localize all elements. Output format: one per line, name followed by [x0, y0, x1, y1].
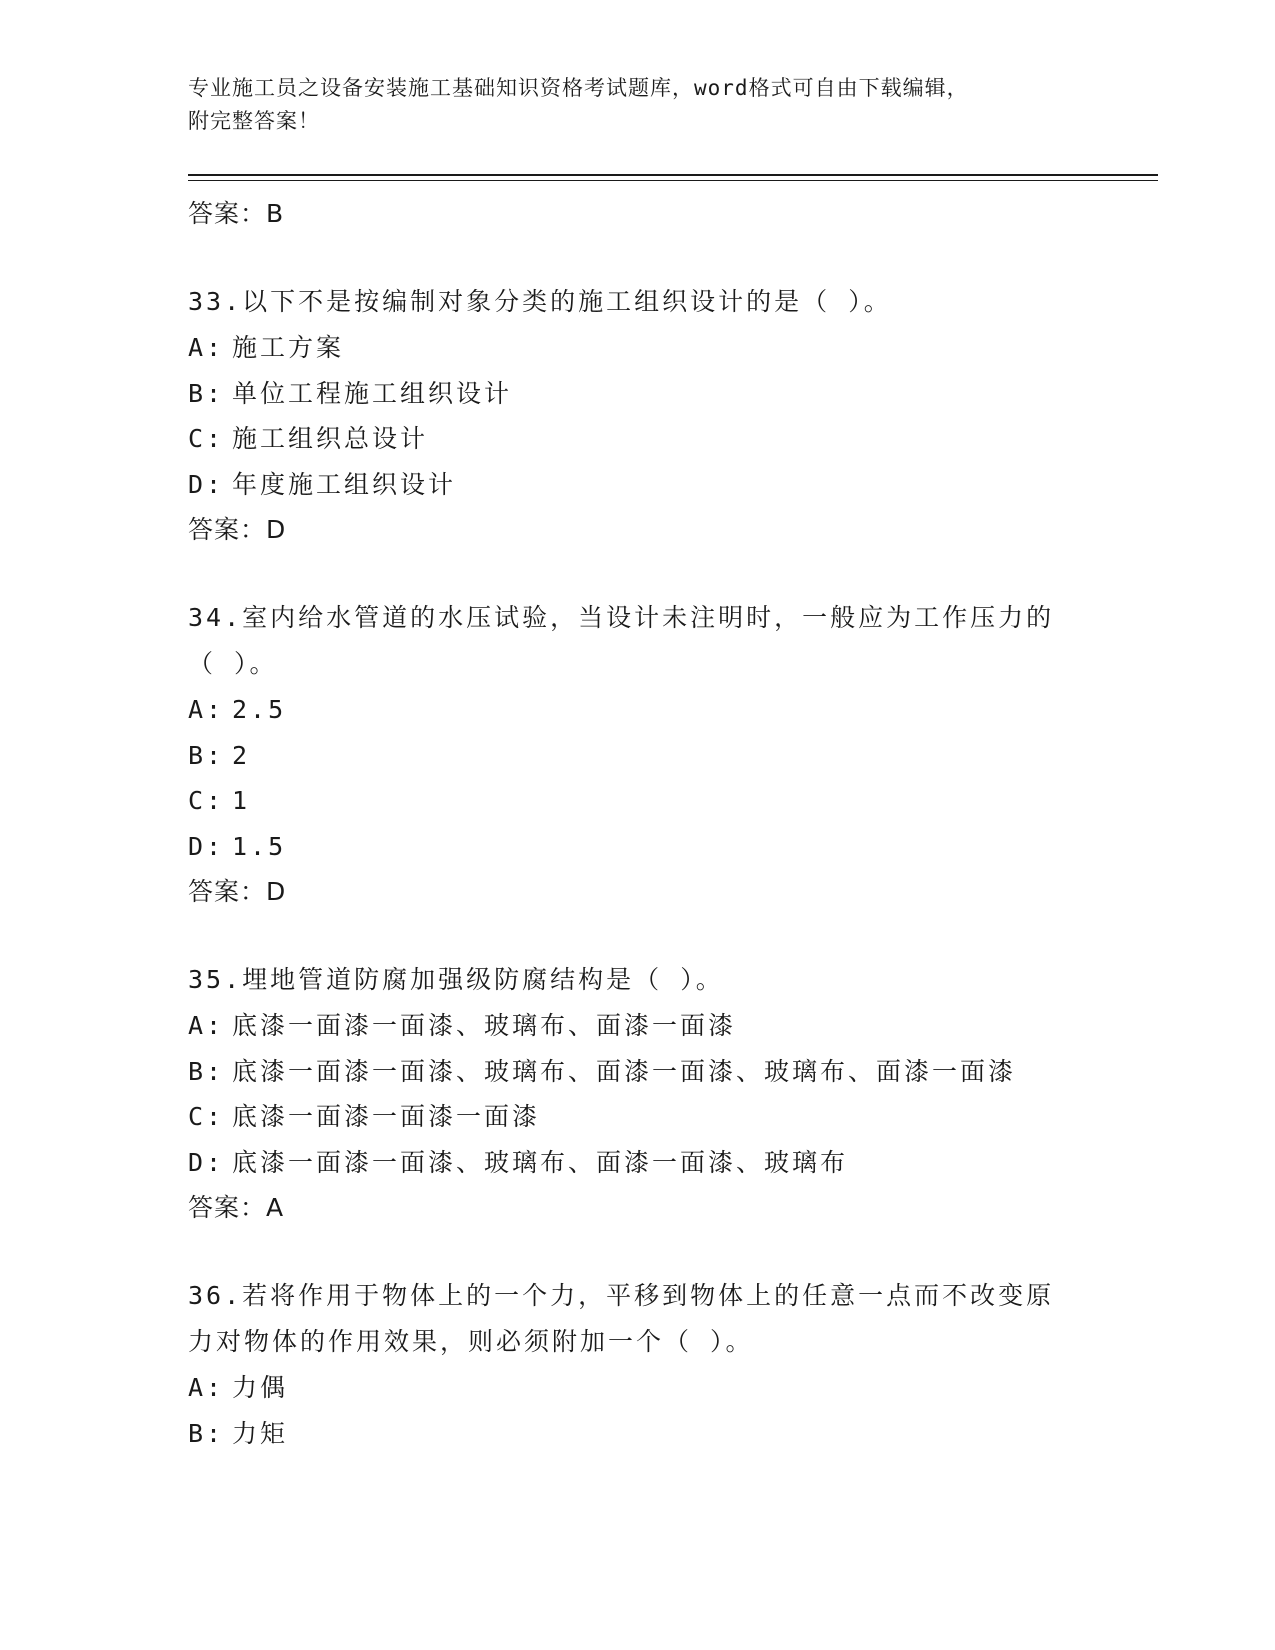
option-b — [188, 1049, 1158, 1095]
option-letter: D: — [188, 469, 225, 499]
option-text: 2.5 — [232, 695, 287, 724]
option-a — [188, 1365, 1158, 1411]
option-letter: A: — [188, 1373, 225, 1402]
question-33 — [188, 279, 1158, 553]
option-a — [188, 1003, 1158, 1049]
answer-34: 答案：D — [188, 877, 287, 906]
question-stem: 34.室内给水管道的水压试验，当设计未注明时，一般应为工作压力的 — [188, 603, 1055, 632]
header-line-2: 附完整答案！ — [188, 109, 320, 133]
document-page — [188, 72, 1158, 1456]
option-d — [188, 824, 1158, 870]
option-letter: C: — [188, 1102, 225, 1131]
option-letter: B: — [188, 740, 225, 770]
question-stem-continued: （ ）。 — [188, 649, 278, 678]
option-text: 1 — [232, 786, 251, 815]
option-text: 单位工程施工组织设计 — [232, 378, 513, 408]
option-letter: B: — [188, 1056, 225, 1086]
option-c — [188, 1094, 1158, 1140]
header-divider — [188, 174, 1158, 181]
option-letter: D: — [188, 1147, 225, 1177]
question-stem: 35.埋地管道防腐加强级防腐结构是（ ）。 — [188, 965, 724, 994]
option-letter: A: — [188, 1011, 225, 1040]
option-d — [188, 462, 1158, 508]
option-text: 力偶 — [232, 1373, 289, 1402]
option-b — [188, 371, 1158, 417]
option-b — [188, 733, 1158, 779]
option-letter: D: — [188, 831, 225, 861]
option-text: 力矩 — [232, 1418, 289, 1448]
question-35 — [188, 957, 1158, 1231]
question-34 — [188, 595, 1158, 915]
option-text: 1.5 — [232, 831, 287, 861]
option-text: 底漆一面漆一面漆、玻璃布、面漆一面漆 — [232, 1011, 737, 1040]
question-stem: 36.若将作用于物体上的一个力，平移到物体上的任意一点而不改变原 — [188, 1281, 1055, 1310]
answer-32: 答案：B — [188, 199, 285, 228]
option-letter: B: — [188, 378, 225, 408]
option-text: 底漆一面漆一面漆、玻璃布、面漆一面漆、玻璃布 — [232, 1147, 849, 1177]
option-letter: B: — [188, 1418, 225, 1448]
option-letter: C: — [188, 424, 225, 453]
option-c — [188, 416, 1158, 462]
option-text: 2 — [232, 740, 251, 770]
option-a — [188, 687, 1158, 733]
option-text: 施工方案 — [232, 333, 345, 362]
option-letter: C: — [188, 786, 225, 815]
option-d — [188, 1140, 1158, 1186]
option-a — [188, 325, 1158, 371]
option-text: 底漆一面漆一面漆一面漆 — [232, 1102, 541, 1131]
option-letter: A: — [188, 333, 225, 362]
option-text: 底漆一面漆一面漆、玻璃布、面漆一面漆、玻璃布、面漆一面漆 — [232, 1056, 1017, 1086]
question-stem-continued: 力对物体的作用效果，则必须附加一个（ ）。 — [188, 1327, 754, 1356]
question-36 — [188, 1273, 1158, 1456]
answer-33: 答案：D — [188, 515, 287, 544]
option-text: 年度施工组织设计 — [232, 469, 457, 499]
question-stem: 33.以下不是按编制对象分类的施工组织设计的是（ ）。 — [188, 287, 892, 316]
answer-35: 答案：A — [188, 1193, 285, 1222]
header-line-1: 专业施工员之设备安装施工基础知识资格考试题库，word格式可自由下载编辑， — [188, 76, 969, 100]
option-c — [188, 778, 1158, 824]
option-b — [188, 1411, 1158, 1457]
option-letter: A: — [188, 695, 225, 724]
option-text: 施工组织总设计 — [232, 424, 429, 453]
